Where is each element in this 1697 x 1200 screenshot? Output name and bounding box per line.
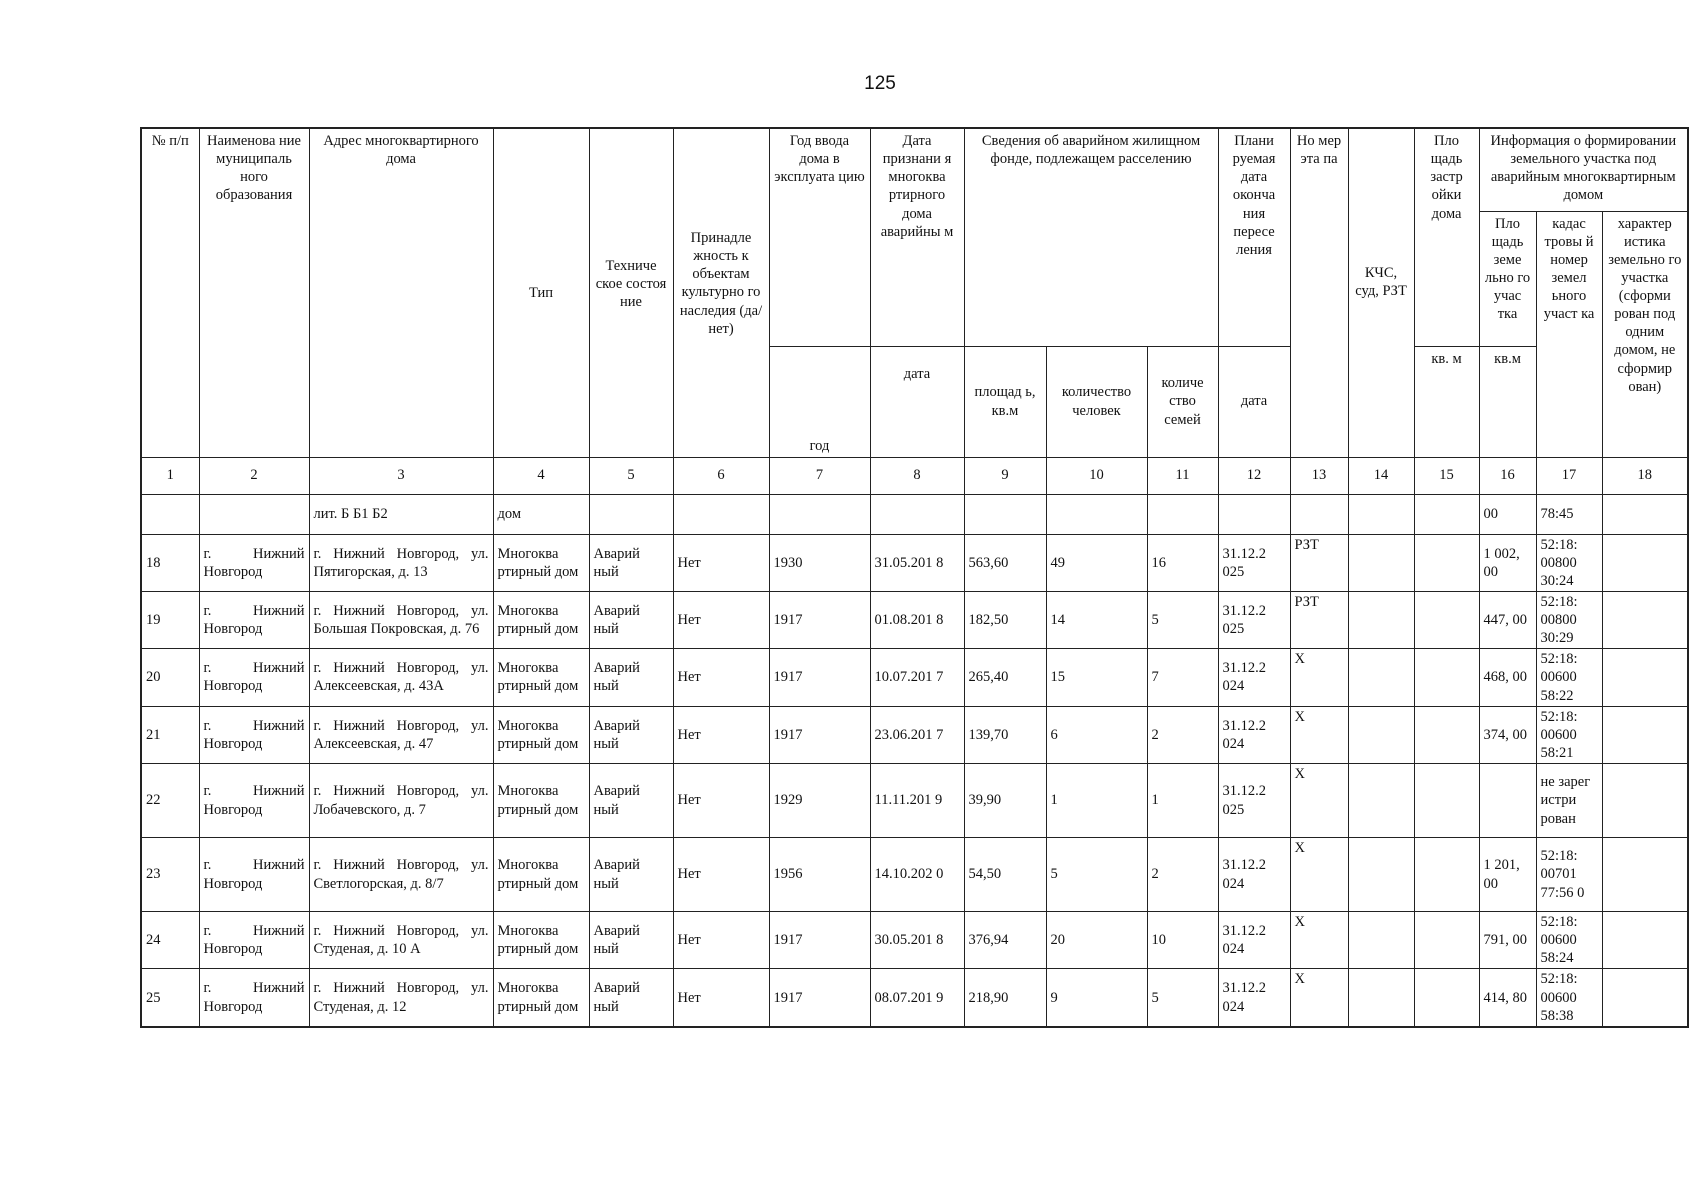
cell-municipality: г. Нижний Новгород xyxy=(199,969,309,1027)
cell-planned-date: 31.12.2 025 xyxy=(1218,764,1290,838)
cell-year: 1917 xyxy=(769,591,870,648)
cell-type: Многоква ртирный дом xyxy=(493,534,589,591)
header-col-15-unit: кв. м xyxy=(1414,346,1479,457)
cell-planned-date: 31.12.2 024 xyxy=(1218,838,1290,912)
cell-build-area xyxy=(1414,591,1479,648)
cell-year: 1917 xyxy=(769,912,870,969)
cell-number: 22 xyxy=(141,764,199,838)
cell-land-area: 00 xyxy=(1479,494,1536,534)
cell-kchs xyxy=(1348,706,1414,763)
cell-land-area: 414, 80 xyxy=(1479,969,1536,1027)
cell-land-area: 374, 00 xyxy=(1479,706,1536,763)
cell-stage: Х xyxy=(1290,706,1348,763)
cell-type: Многоква ртирный дом xyxy=(493,706,589,763)
cell-people: 5 xyxy=(1046,838,1147,912)
cell-recognition-date: 23.06.201 7 xyxy=(870,706,964,763)
cell-type: дом xyxy=(493,494,589,534)
cell-land-characteristic xyxy=(1602,838,1688,912)
header-col-6: Принадле жность к объектам культурно го наследия (да/нет) xyxy=(673,128,769,457)
cell-cadastral: 52:18: 00600 58:38 xyxy=(1536,969,1602,1027)
cell-type: Многоква ртирный дом xyxy=(493,969,589,1027)
cell-families: 1 xyxy=(1147,764,1218,838)
header-col-14: КЧС, суд, РЗТ xyxy=(1348,128,1414,457)
cell-state: Аварий ный xyxy=(589,591,673,648)
cell-stage: РЗТ xyxy=(1290,591,1348,648)
header-col-11: количе ство семей xyxy=(1147,346,1218,457)
cell-number: 18 xyxy=(141,534,199,591)
cell-families: 16 xyxy=(1147,534,1218,591)
cell-cadastral: 52:18: 00800 30:29 xyxy=(1536,591,1602,648)
cell-state: Аварий ный xyxy=(589,838,673,912)
cell-type: Многоква ртирный дом xyxy=(493,649,589,706)
cell-cadastral: 52:18: 00600 58:24 xyxy=(1536,912,1602,969)
cell-people: 20 xyxy=(1046,912,1147,969)
column-number: 1 xyxy=(141,457,199,494)
cell-municipality: г. Нижний Новгород xyxy=(199,534,309,591)
cell-address: г. Нижний Новгород, ул. Студеная, д. 10 А xyxy=(309,912,493,969)
header-col-7: Год ввода дома в эксплуата цию xyxy=(769,128,870,346)
table-row xyxy=(141,764,1688,838)
cell-kchs xyxy=(1348,912,1414,969)
cell-planned-date: 31.12.2 024 xyxy=(1218,649,1290,706)
cell-people: 6 xyxy=(1046,706,1147,763)
header-col-1: № п/п xyxy=(141,128,199,457)
cell-number: 25 xyxy=(141,969,199,1027)
table-row xyxy=(141,969,1688,1027)
cell-stage: Х xyxy=(1290,764,1348,838)
cell-cadastral: 52:18: 00600 58:21 xyxy=(1536,706,1602,763)
cell-heritage: Нет xyxy=(673,912,769,969)
cell-type: Многоква ртирный дом xyxy=(493,591,589,648)
cell-year: 1956 xyxy=(769,838,870,912)
cell-area: 218,90 xyxy=(964,969,1046,1027)
header-col-12: Плани руемая дата оконча ния пересе ления xyxy=(1218,128,1290,346)
column-number: 4 xyxy=(493,457,589,494)
column-number: 5 xyxy=(589,457,673,494)
cell-cadastral: 52:18: 00701 77:56 0 xyxy=(1536,838,1602,912)
page-number: 125 xyxy=(864,73,896,94)
cell-land-area: 1 201, 00 xyxy=(1479,838,1536,912)
cell-municipality: г. Нижний Новгород xyxy=(199,912,309,969)
cell-year: 1929 xyxy=(769,764,870,838)
column-number: 13 xyxy=(1290,457,1348,494)
cell-heritage: Нет xyxy=(673,764,769,838)
column-number: 11 xyxy=(1147,457,1218,494)
cell-cadastral: не зарег истри рован xyxy=(1536,764,1602,838)
table-body xyxy=(141,494,1688,1027)
cell-land-area: 1 002, 00 xyxy=(1479,534,1536,591)
header-col-15: Пло щадь застр ойки дома xyxy=(1414,128,1479,346)
header-col-16-unit: кв.м xyxy=(1479,346,1536,457)
cell-year: 1917 xyxy=(769,969,870,1027)
cell-people: 15 xyxy=(1046,649,1147,706)
header-col-18: характер истика земельно го участка (сформи рован под одним домом, не сформир ован) xyxy=(1602,211,1688,457)
cell-land-characteristic xyxy=(1602,534,1688,591)
header-col-2: Наименова ние муниципаль ного образования xyxy=(199,128,309,457)
column-number: 7 xyxy=(769,457,870,494)
cell-recognition-date: 10.07.201 7 xyxy=(870,649,964,706)
cell-area: 563,60 xyxy=(964,534,1046,591)
header-group-9-11: Сведения об аварийном жилищном фонде, подлежащем расселению xyxy=(964,128,1218,346)
cell-number: 20 xyxy=(141,649,199,706)
cell-heritage: Нет xyxy=(673,534,769,591)
cell-build-area xyxy=(1414,706,1479,763)
column-number: 17 xyxy=(1536,457,1602,494)
header-col-12-unit: дата xyxy=(1218,346,1290,457)
header-group-16-18: Информация о формировании земельного участка под аварийным многоквартирным домом xyxy=(1479,128,1688,211)
cell-address: г. Нижний Новгород, ул. Светлогорская, д. 8/7 xyxy=(309,838,493,912)
table-row xyxy=(141,591,1688,648)
table-row xyxy=(141,912,1688,969)
cell-build-area xyxy=(1414,649,1479,706)
cell-people: 14 xyxy=(1046,591,1147,648)
cell-land-area xyxy=(1479,764,1536,838)
cell-build-area xyxy=(1414,969,1479,1027)
cell-heritage: Нет xyxy=(673,838,769,912)
cell-cadastral: 52:18: 00800 30:24 xyxy=(1536,534,1602,591)
cell-heritage: Нет xyxy=(673,591,769,648)
column-number: 3 xyxy=(309,457,493,494)
table-row xyxy=(141,706,1688,763)
cell-recognition-date: 11.11.201 9 xyxy=(870,764,964,838)
cell-state: Аварий ный xyxy=(589,534,673,591)
cell-stage: Х xyxy=(1290,969,1348,1027)
cell-people: 49 xyxy=(1046,534,1147,591)
header-col-8-unit: дата xyxy=(870,346,964,457)
cell-people: 9 xyxy=(1046,969,1147,1027)
cell-area: 139,70 xyxy=(964,706,1046,763)
cell-recognition-date: 31.05.201 8 xyxy=(870,534,964,591)
cell-families: 10 xyxy=(1147,912,1218,969)
cell-municipality: г. Нижний Новгород xyxy=(199,838,309,912)
cell-build-area xyxy=(1414,534,1479,591)
cell-state: Аварий ный xyxy=(589,706,673,763)
header-col-8: Дата признани я многоква ртирного дома аварийны м xyxy=(870,128,964,346)
cell-land-area: 791, 00 xyxy=(1479,912,1536,969)
cell-families: 5 xyxy=(1147,591,1218,648)
cell-type: Многоква ртирный дом xyxy=(493,838,589,912)
cell-recognition-date: 08.07.201 9 xyxy=(870,969,964,1027)
cell-municipality: г. Нижний Новгород xyxy=(199,649,309,706)
cell-state: Аварий ный xyxy=(589,912,673,969)
cell-heritage: Нет xyxy=(673,706,769,763)
emergency-housing-table xyxy=(140,127,1689,1028)
cell-year: 1917 xyxy=(769,706,870,763)
cell-kchs xyxy=(1348,591,1414,648)
cell-planned-date: 31.12.2 024 xyxy=(1218,969,1290,1027)
header-col-4: Тип xyxy=(493,128,589,457)
cell-planned-date: 31.12.2 024 xyxy=(1218,912,1290,969)
cell-number: 24 xyxy=(141,912,199,969)
header-col-9: площад ь, кв.м xyxy=(964,346,1046,457)
column-number-row xyxy=(141,457,1688,494)
cell-type: Многоква ртирный дом xyxy=(493,912,589,969)
cell-address: г. Нижний Новгород, ул. Студеная, д. 12 xyxy=(309,969,493,1027)
cell-land-area: 447, 00 xyxy=(1479,591,1536,648)
column-number: 18 xyxy=(1602,457,1688,494)
cell-recognition-date: 30.05.201 8 xyxy=(870,912,964,969)
cell-kchs xyxy=(1348,838,1414,912)
column-number: 14 xyxy=(1348,457,1414,494)
cell-kchs xyxy=(1348,534,1414,591)
table-header xyxy=(141,128,1688,494)
cell-stage: Х xyxy=(1290,838,1348,912)
cell-cadastral: 78:45 xyxy=(1536,494,1602,534)
cell-stage: Х xyxy=(1290,912,1348,969)
header-col-13: Но мер эта па xyxy=(1290,128,1348,457)
cell-people: 1 xyxy=(1046,764,1147,838)
column-number: 12 xyxy=(1218,457,1290,494)
cell-number: 19 xyxy=(141,591,199,648)
column-number: 8 xyxy=(870,457,964,494)
cell-area: 182,50 xyxy=(964,591,1046,648)
cell-type: Многоква ртирный дом xyxy=(493,764,589,838)
cell-municipality: г. Нижний Новгород xyxy=(199,591,309,648)
header-col-5: Техниче ское состоя ние xyxy=(589,128,673,457)
cell-address: г. Нижний Новгород, ул. Большая Покровская, д. 76 xyxy=(309,591,493,648)
cell-recognition-date: 14.10.202 0 xyxy=(870,838,964,912)
cell-year: 1917 xyxy=(769,649,870,706)
cell-address: лит. Б Б1 Б2 xyxy=(309,494,493,534)
header-col-3: Адрес многоквартирного дома xyxy=(309,128,493,457)
cell-heritage: Нет xyxy=(673,969,769,1027)
header-col-17: кадас тровы й номер земел ьного участ ка xyxy=(1536,211,1602,457)
cell-stage: РЗТ xyxy=(1290,534,1348,591)
cell-number: 23 xyxy=(141,838,199,912)
column-number: 9 xyxy=(964,457,1046,494)
cell-address: г. Нижний Новгород, ул. Алексеевская, д. 47 xyxy=(309,706,493,763)
cell-kchs xyxy=(1348,764,1414,838)
cell-land-characteristic xyxy=(1602,912,1688,969)
table-row xyxy=(141,534,1688,591)
column-number: 16 xyxy=(1479,457,1536,494)
cell-address: г. Нижний Новгород, ул. Лобачевского, д. 7 xyxy=(309,764,493,838)
cell-land-characteristic xyxy=(1602,591,1688,648)
header-col-7-unit: год xyxy=(769,346,870,457)
column-number: 6 xyxy=(673,457,769,494)
cell-build-area xyxy=(1414,838,1479,912)
cell-families: 7 xyxy=(1147,649,1218,706)
cell-land-area: 468, 00 xyxy=(1479,649,1536,706)
cell-area: 54,50 xyxy=(964,838,1046,912)
cell-planned-date: 31.12.2 025 xyxy=(1218,591,1290,648)
cell-kchs xyxy=(1348,649,1414,706)
cell-year: 1930 xyxy=(769,534,870,591)
cell-kchs xyxy=(1348,969,1414,1027)
cell-build-area xyxy=(1414,912,1479,969)
cell-address: г. Нижний Новгород, ул. Алексеевская, д. 43А xyxy=(309,649,493,706)
cell-land-characteristic xyxy=(1602,649,1688,706)
table-row xyxy=(141,838,1688,912)
cell-heritage: Нет xyxy=(673,649,769,706)
table-row xyxy=(141,649,1688,706)
cell-municipality: г. Нижний Новгород xyxy=(199,706,309,763)
cell-land-characteristic xyxy=(1602,764,1688,838)
cell-land-characteristic xyxy=(1602,969,1688,1027)
cell-planned-date: 31.12.2 025 xyxy=(1218,534,1290,591)
cell-municipality: г. Нижний Новгород xyxy=(199,764,309,838)
continuation-row xyxy=(141,494,1688,534)
cell-stage: Х xyxy=(1290,649,1348,706)
cell-area: 265,40 xyxy=(964,649,1046,706)
cell-area: 376,94 xyxy=(964,912,1046,969)
cell-planned-date: 31.12.2 024 xyxy=(1218,706,1290,763)
cell-land-characteristic xyxy=(1602,706,1688,763)
header-col-16: Пло щадь земе льно го учас тка xyxy=(1479,211,1536,346)
column-number: 10 xyxy=(1046,457,1147,494)
cell-recognition-date: 01.08.201 8 xyxy=(870,591,964,648)
cell-state: Аварий ный xyxy=(589,969,673,1027)
cell-area: 39,90 xyxy=(964,764,1046,838)
cell-families: 5 xyxy=(1147,969,1218,1027)
header-col-10: количество человек xyxy=(1046,346,1147,457)
cell-address: г. Нижний Новгород, ул. Пятигорская, д. 13 xyxy=(309,534,493,591)
cell-number: 21 xyxy=(141,706,199,763)
column-number: 2 xyxy=(199,457,309,494)
cell-build-area xyxy=(1414,764,1479,838)
column-number: 15 xyxy=(1414,457,1479,494)
cell-state: Аварий ный xyxy=(589,764,673,838)
cell-cadastral: 52:18: 00600 58:22 xyxy=(1536,649,1602,706)
cell-families: 2 xyxy=(1147,838,1218,912)
cell-state: Аварий ный xyxy=(589,649,673,706)
cell-families: 2 xyxy=(1147,706,1218,763)
